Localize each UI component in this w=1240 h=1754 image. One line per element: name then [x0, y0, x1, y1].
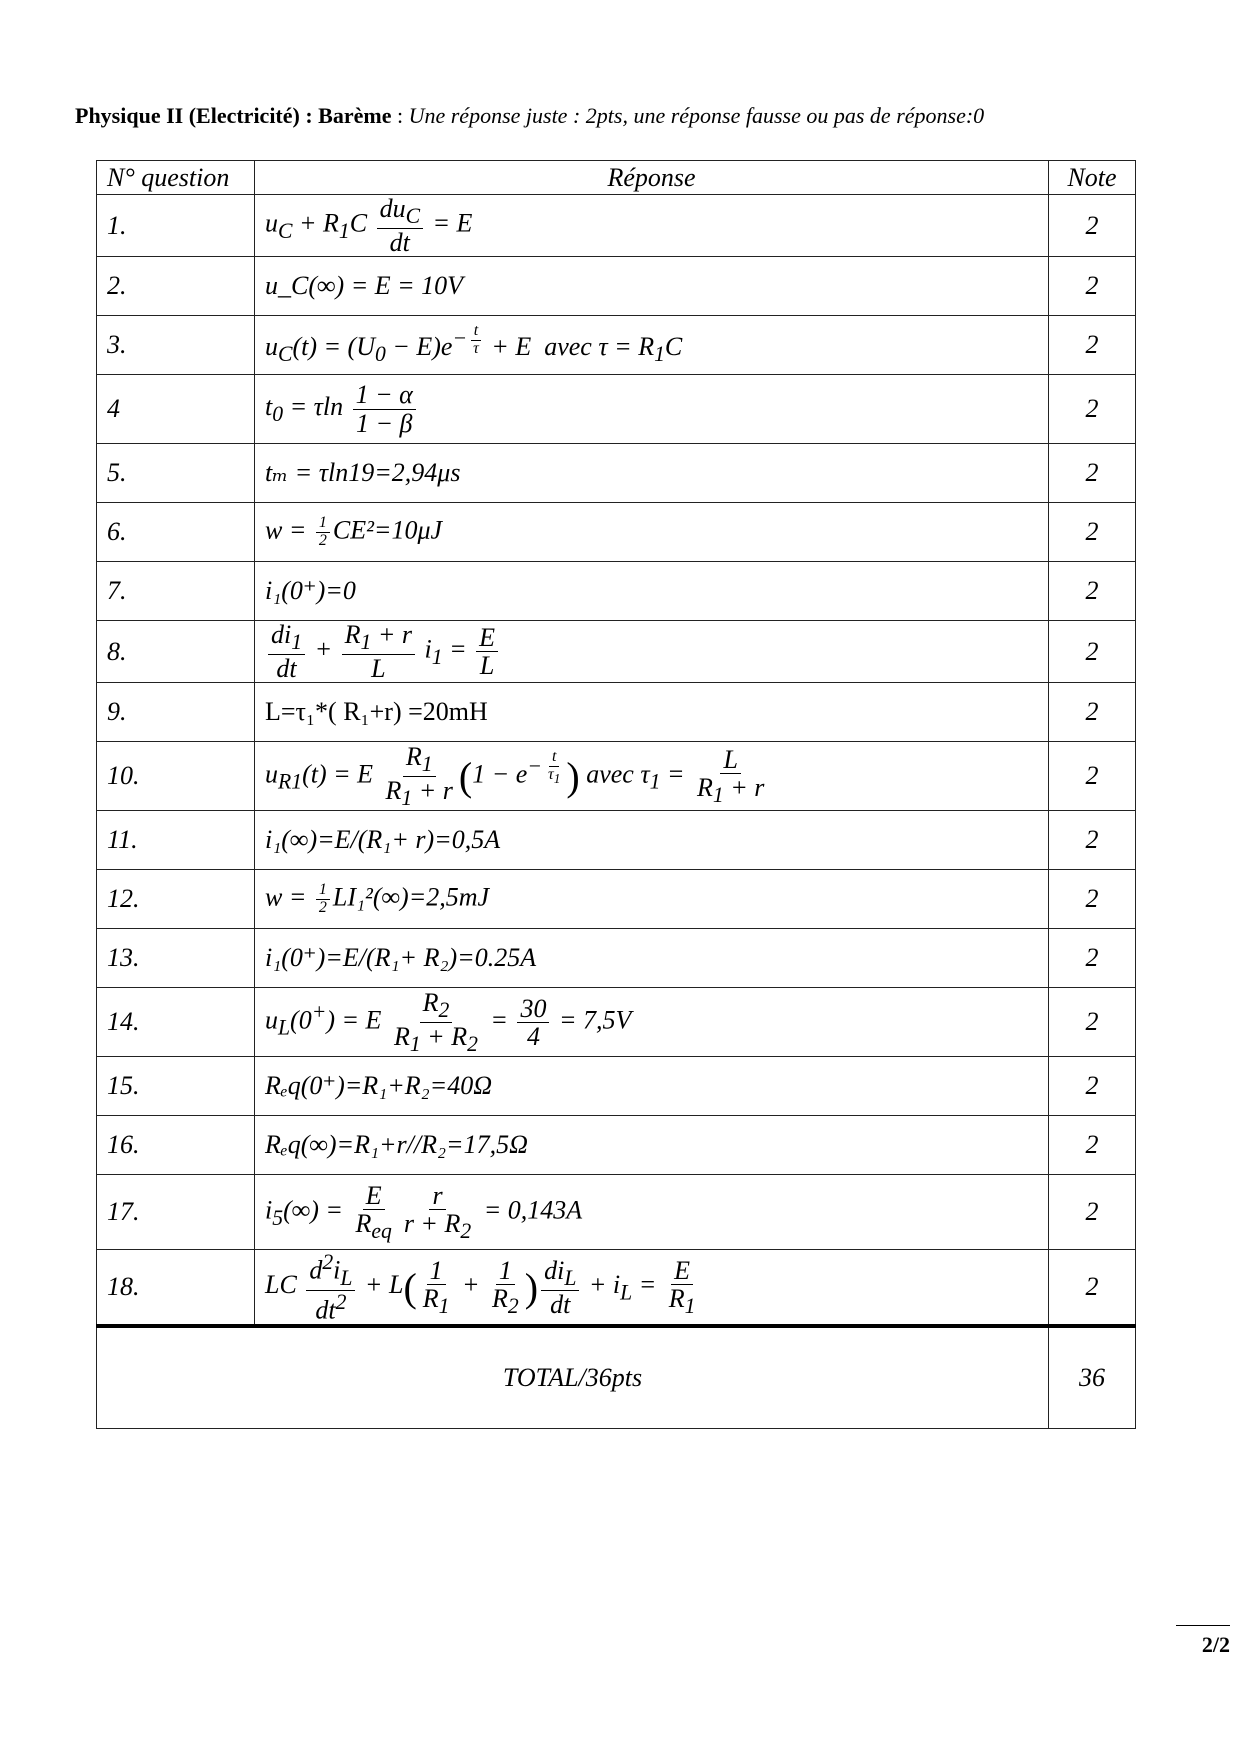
answer-14-value: = 7,5V	[558, 1005, 632, 1035]
note: 2	[1049, 929, 1136, 988]
question-number: 2.	[97, 257, 255, 316]
question-number: 14.	[97, 988, 255, 1057]
note: 2	[1049, 257, 1136, 316]
question-number: 11.	[97, 811, 255, 870]
note: 2	[1049, 1057, 1136, 1116]
col-answer: Réponse	[255, 161, 1049, 195]
answer-16: Rₑq(∞)=R₁+r//R₂=17,5Ω	[255, 1116, 1049, 1175]
answer-7: i₁(0⁺)=0	[255, 562, 1049, 621]
table-row	[97, 257, 1136, 316]
table-row	[97, 562, 1136, 621]
header-scale: Une réponse juste : 2pts, une réponse fausse ou pas de réponse:0	[408, 103, 985, 128]
question-number: 15.	[97, 1057, 255, 1116]
table-row	[97, 1175, 1136, 1250]
answer-14: $u_L(0^+) = E$ $\frac{R_2}{R_1 + R_2}$ = $\frac{30}{4}$ = 7,5V	[255, 988, 1049, 1057]
table-row	[97, 195, 1136, 257]
header-separator: :	[391, 103, 409, 128]
note: 2	[1049, 195, 1136, 257]
note: 2	[1049, 503, 1136, 562]
answer-17: $i_5(\infty)$ = $\frac{E}{R_{eq}}$ $\frac{r}{r + R_2}$ = 0,143A	[255, 1175, 1049, 1250]
question-number: 13.	[97, 929, 255, 988]
answer-3: $u_C(t) = (U_0 - E)e^{- \frac{t}{\tau}}$ + E avec $\tau = R_1C$	[255, 316, 1049, 375]
answer-15: Rₑq(0⁺)=R₁+R₂=40Ω	[255, 1057, 1049, 1116]
answer-4: $t_0 = \tau\ln$ $\frac{1 - \alpha}{1 - \beta}$	[255, 375, 1049, 444]
total-value: 36	[1049, 1326, 1136, 1429]
table-row	[97, 1057, 1136, 1116]
note: 2	[1049, 1116, 1136, 1175]
question-number: 1.	[97, 195, 255, 257]
question-number: 5.	[97, 444, 255, 503]
note: 2	[1049, 870, 1136, 929]
table-row	[97, 503, 1136, 562]
question-number: 12.	[97, 870, 255, 929]
table-row	[97, 375, 1136, 444]
header-title: Physique II (Electricité) : Barème	[75, 103, 392, 128]
total-label: TOTAL/36pts	[97, 1326, 1049, 1429]
table-row	[97, 621, 1136, 683]
table-row	[97, 316, 1136, 375]
note: 2	[1049, 562, 1136, 621]
table-row	[97, 683, 1136, 742]
question-number: 17.	[97, 1175, 255, 1250]
answer-2: u_C(∞) = E = 10V	[255, 257, 1049, 316]
table-row	[97, 988, 1136, 1057]
answer-12-value: LI₁²(∞)=2,5mJ	[332, 882, 490, 912]
answer-8: $\frac{di_1}{dt}$ + $\frac{R_1 + r}{L}$ $i_1$ = $\frac{E}{L}$	[255, 621, 1049, 683]
answer-6: w = $\frac{1}{2}$ CE²=10μJ	[255, 503, 1049, 562]
grading-header	[75, 103, 1195, 129]
table-row	[97, 1116, 1136, 1175]
col-question: N° question	[97, 161, 255, 195]
answer-10: $u_{R1}(t) = E$ $\frac{R_1}{R_1 + r}$ ($1 - e^{- \frac{t}{\tau_1}}$ ) avec $\tau_1$ = $\frac{L}{R_1 + r}$	[255, 742, 1049, 811]
col-note: Note	[1049, 161, 1136, 195]
note: 2	[1049, 742, 1136, 811]
answer-9: L=τ₁*( R₁+r) =20mH	[255, 683, 1049, 742]
note: 2	[1049, 1175, 1136, 1250]
note: 2	[1049, 621, 1136, 683]
table-row	[97, 929, 1136, 988]
answer-6-value: CE²=10μJ	[332, 515, 443, 545]
question-number: 16.	[97, 1116, 255, 1175]
question-number: 10.	[97, 742, 255, 811]
answer-17-value: = 0,143A	[483, 1195, 583, 1225]
question-number: 18.	[97, 1250, 255, 1327]
question-number: 4	[97, 375, 255, 444]
answer-13: i₁(0⁺)=E/(R₁+ R₂)=0.25A	[255, 929, 1049, 988]
note: 2	[1049, 683, 1136, 742]
answer-1: $u_C + R_1C$ $\frac{du_C}{dt}$ = E	[255, 195, 1049, 257]
note: 2	[1049, 811, 1136, 870]
table-row	[97, 742, 1136, 811]
answer-5: tₘ = τln19=2,94μs	[255, 444, 1049, 503]
answer-12: w = $\frac{1}{2}$ LI₁²(∞)=2,5mJ	[255, 870, 1049, 929]
table-row	[97, 444, 1136, 503]
table-row	[97, 811, 1136, 870]
note: 2	[1049, 1250, 1136, 1327]
total-row	[97, 1326, 1136, 1429]
table-header-row	[97, 161, 1136, 195]
note: 2	[1049, 444, 1136, 503]
question-number: 6.	[97, 503, 255, 562]
answer-11: i₁(∞)=E/(R₁+ r)=0,5A	[255, 811, 1049, 870]
question-number: 9.	[97, 683, 255, 742]
question-number: 7.	[97, 562, 255, 621]
answer-18: LC $\frac{d^2i_L}{dt^2}$ + L( $\frac{1}{R_1}$ + $\frac{1}{R_2}$ ) $\frac{di_L}{dt}$ + $i_L$ = $\frac{E}{R_1}$	[255, 1250, 1049, 1327]
grading-table	[96, 160, 1136, 1429]
question-number: 8.	[97, 621, 255, 683]
note: 2	[1049, 316, 1136, 375]
note: 2	[1049, 988, 1136, 1057]
table-row	[97, 870, 1136, 929]
page-number: 2/2	[1176, 1625, 1230, 1658]
question-number: 3.	[97, 316, 255, 375]
note: 2	[1049, 375, 1136, 444]
table-row	[97, 1250, 1136, 1327]
